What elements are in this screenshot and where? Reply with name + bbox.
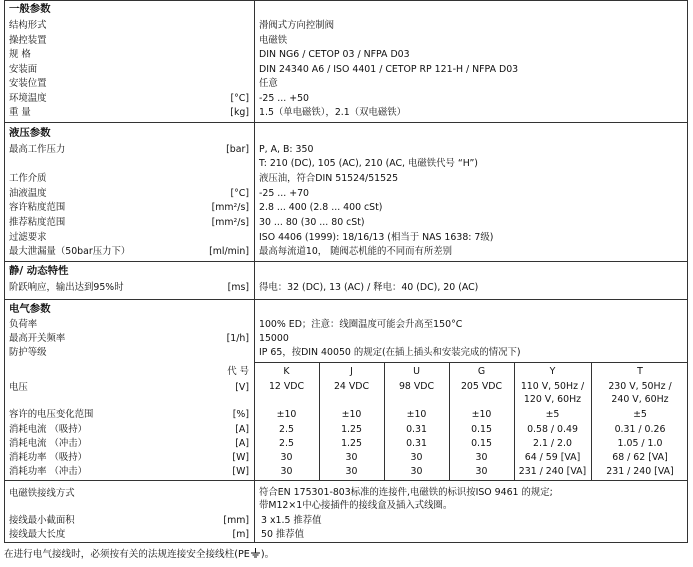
code-cell: U [413, 366, 420, 377]
voltage-cell: 230 V, 50Hz / [608, 381, 672, 392]
spec-cell: 68 / 62 [VA] [612, 452, 668, 463]
voltage-cell: 12 VDC [268, 381, 305, 392]
param-value: 1.5（单电磁铁），2.1（双电磁铁） [259, 107, 406, 118]
param-value: P, A, B: 350 [259, 144, 314, 155]
spec-cell: 0.58 / 0.49 [527, 424, 578, 435]
param-value: 15000 [259, 333, 289, 344]
footer-note-end: )。 [260, 549, 275, 560]
param-unit: [W] [232, 452, 249, 463]
param-label: 防护等级 [9, 347, 47, 358]
param-label: 最高工作压力 [9, 144, 66, 155]
section-divider [5, 480, 687, 481]
param-label: 消耗功率 （冲击） [9, 466, 87, 477]
spec-cell: 1.25 [341, 424, 362, 435]
voltage-cell: 110 V, 50Hz / [520, 381, 585, 392]
param-label: 接线最小截面积 [9, 515, 75, 526]
section-divider [5, 261, 687, 262]
param-label: 规 格 [9, 49, 31, 60]
code-cell: Y [549, 366, 556, 377]
voltage-cell: 205 VDC [460, 381, 503, 392]
spec-cell: 2.5 [279, 438, 294, 449]
param-value: 任意 [259, 78, 278, 89]
spec-cell: 0.31 [406, 438, 427, 449]
code-cell: G [477, 366, 486, 377]
param-unit: [ms] [227, 282, 249, 293]
spec-cell: 1.25 [341, 438, 362, 449]
spec-cell: ±10 [406, 409, 427, 420]
param-unit: [bar] [226, 144, 249, 155]
voltage-cell: 98 VDC [398, 381, 435, 392]
spec-cell: ±10 [341, 409, 362, 420]
param-label: 消耗电流 （冲击） [9, 438, 87, 449]
param-value: -25 ... +70 [259, 188, 309, 199]
spec-cell: 30 [475, 466, 488, 477]
param-unit: [°C] [230, 93, 249, 104]
param-label: 安装位置 [9, 78, 47, 89]
param-value: 电磁铁 [259, 35, 288, 46]
param-value: DIN 24340 A6 / ISO 4401 / CETOP RP 121-H / NFPA D03 [259, 64, 519, 75]
code-cell: T [637, 366, 643, 377]
spec-cell: 0.15 [471, 438, 492, 449]
code-cell: J [350, 366, 353, 377]
param-label: 重 量 [9, 107, 31, 118]
param-value: 得电：32 (DC), 13 (AC) / 释电：40 (DC), 20 (AC) [259, 282, 479, 293]
param-label: 电磁铁接线方式 [9, 488, 75, 499]
param-unit: [°C] [230, 188, 249, 199]
param-value: 液压油，符合DIN 51524/51525 [259, 173, 399, 184]
param-value: 符合EN 175301-803标准的连接件,电磁铁的标识按ISO 9461 的规定; [259, 487, 553, 498]
param-value: 带M12×1中心接插件的接线盒及插入式线圈。 [259, 500, 453, 511]
param-label: 油液温度 [9, 188, 47, 199]
param-value: DIN NG6 / CETOP 03 / NFPA D03 [259, 49, 410, 60]
param-unit: [mm] [223, 515, 249, 526]
param-unit: [W] [232, 466, 249, 477]
spec-cell: ±5 [545, 409, 560, 420]
code-cell: K [283, 366, 290, 377]
param-unit: [%] [232, 409, 249, 420]
param-value: 3 x1.5 推荐值 [261, 515, 322, 526]
param-unit: [mm²/s] [211, 217, 249, 228]
param-label: 阶跃响应，输出达到95%时 [9, 282, 124, 293]
spec-table [4, 0, 688, 543]
spec-cell: 1.05 / 1.0 [617, 438, 663, 449]
param-label: 过滤要求 [9, 232, 47, 243]
param-label: 消耗功率 （吸持） [9, 452, 87, 463]
param-label: 推荐粘度范围 [9, 217, 66, 228]
section-title-dynamic: 静/ 动态特性 [9, 265, 69, 277]
spec-cell: 231 / 240 [VA] [518, 466, 587, 477]
param-unit: [1/h] [226, 333, 249, 344]
param-unit: [mm²/s] [211, 202, 249, 213]
param-label: 容许粘度范围 [9, 202, 66, 213]
param-label: 最高开关频率 [9, 333, 66, 344]
spec-cell: 2.1 / 2.0 [533, 438, 572, 449]
param-label: 最大泄漏量（50bar压力下） [9, 246, 131, 257]
param-value: 100% ED；注意：线圈温度可能会升高至150°C [259, 319, 463, 330]
footer-note [4, 548, 274, 561]
spec-cell: 30 [345, 466, 358, 477]
param-label: 工作介质 [9, 173, 47, 184]
section-title-hydraulic: 液压参数 [9, 127, 51, 139]
param-value: -25 ... +50 [259, 93, 309, 104]
ground-symbol-icon [250, 548, 261, 558]
voltage-cell: 240 V, 60Hz [611, 394, 669, 405]
spec-cell: 0.31 / 0.26 [614, 424, 666, 435]
param-value: 2.8 ... 400 (2.8 ... 400 cSt) [259, 202, 383, 213]
spec-cell: 0.31 [406, 424, 427, 435]
param-label: 电压 [9, 382, 28, 393]
spec-cell: 2.5 [279, 424, 294, 435]
spec-cell: 30 [345, 452, 358, 463]
param-unit: [A] [235, 438, 249, 449]
param-unit: [V] [235, 382, 249, 393]
spec-cell: 30 [410, 452, 423, 463]
spec-cell: 0.15 [471, 424, 492, 435]
param-value: IP 65，按DIN 40050 的规定(在插上插头和安装完成的情况下) [259, 347, 521, 358]
spec-cell: 231 / 240 [VA] [606, 466, 674, 477]
spec-cell: ±10 [276, 409, 297, 420]
param-value: 最高每流道10， 随阀芯机能的不同而有所差别 [259, 246, 453, 257]
param-value: ISO 4406 (1999): 18/16/13 (相当于 NAS 1638: 7级) [259, 232, 494, 243]
param-value: T: 210 (DC), 105 (AC), 210 (AC, 电磁铁代号 “H”) [259, 158, 478, 169]
param-label: 操控装置 [9, 35, 47, 46]
spec-cell: ±10 [471, 409, 492, 420]
param-unit: [ml/min] [209, 246, 249, 257]
param-value: 滑阀式方向控制阀 [259, 20, 335, 31]
section-divider [5, 299, 687, 300]
param-label: 接线最大长度 [9, 529, 66, 540]
param-label: 负荷率 [9, 319, 38, 330]
spec-cell: 30 [280, 452, 293, 463]
spec-cell: ±5 [633, 409, 647, 420]
param-label: 安装面 [9, 64, 38, 75]
code-label: 代 号 [227, 366, 249, 377]
section-divider [5, 122, 687, 123]
param-value: 50 推荐值 [261, 529, 305, 540]
spec-cell: 64 / 59 [VA] [524, 452, 581, 463]
param-label: 容许的电压变化范围 [9, 409, 94, 420]
footer-note-text: 在进行电气接线时，必须按有关的法规连接安全接线柱(PE [4, 549, 250, 560]
param-label: 结构形式 [9, 20, 47, 31]
param-unit: [kg] [230, 107, 249, 118]
param-value: 30 ... 80 (30 ... 80 cSt) [259, 217, 365, 228]
spec-cell: 30 [410, 466, 423, 477]
spec-cell: 30 [280, 466, 293, 477]
section-title-general: 一般参数 [9, 3, 51, 15]
voltage-cell: 120 V, 60Hz [523, 394, 582, 405]
param-unit: [m] [232, 529, 249, 540]
param-label: 消耗电流 （吸持） [9, 424, 87, 435]
voltage-cell: 24 VDC [333, 381, 370, 392]
param-label: 环境温度 [9, 93, 47, 104]
spec-cell: 30 [475, 452, 488, 463]
param-unit: [A] [235, 424, 249, 435]
section-title-electrical: 电气参数 [9, 303, 51, 315]
